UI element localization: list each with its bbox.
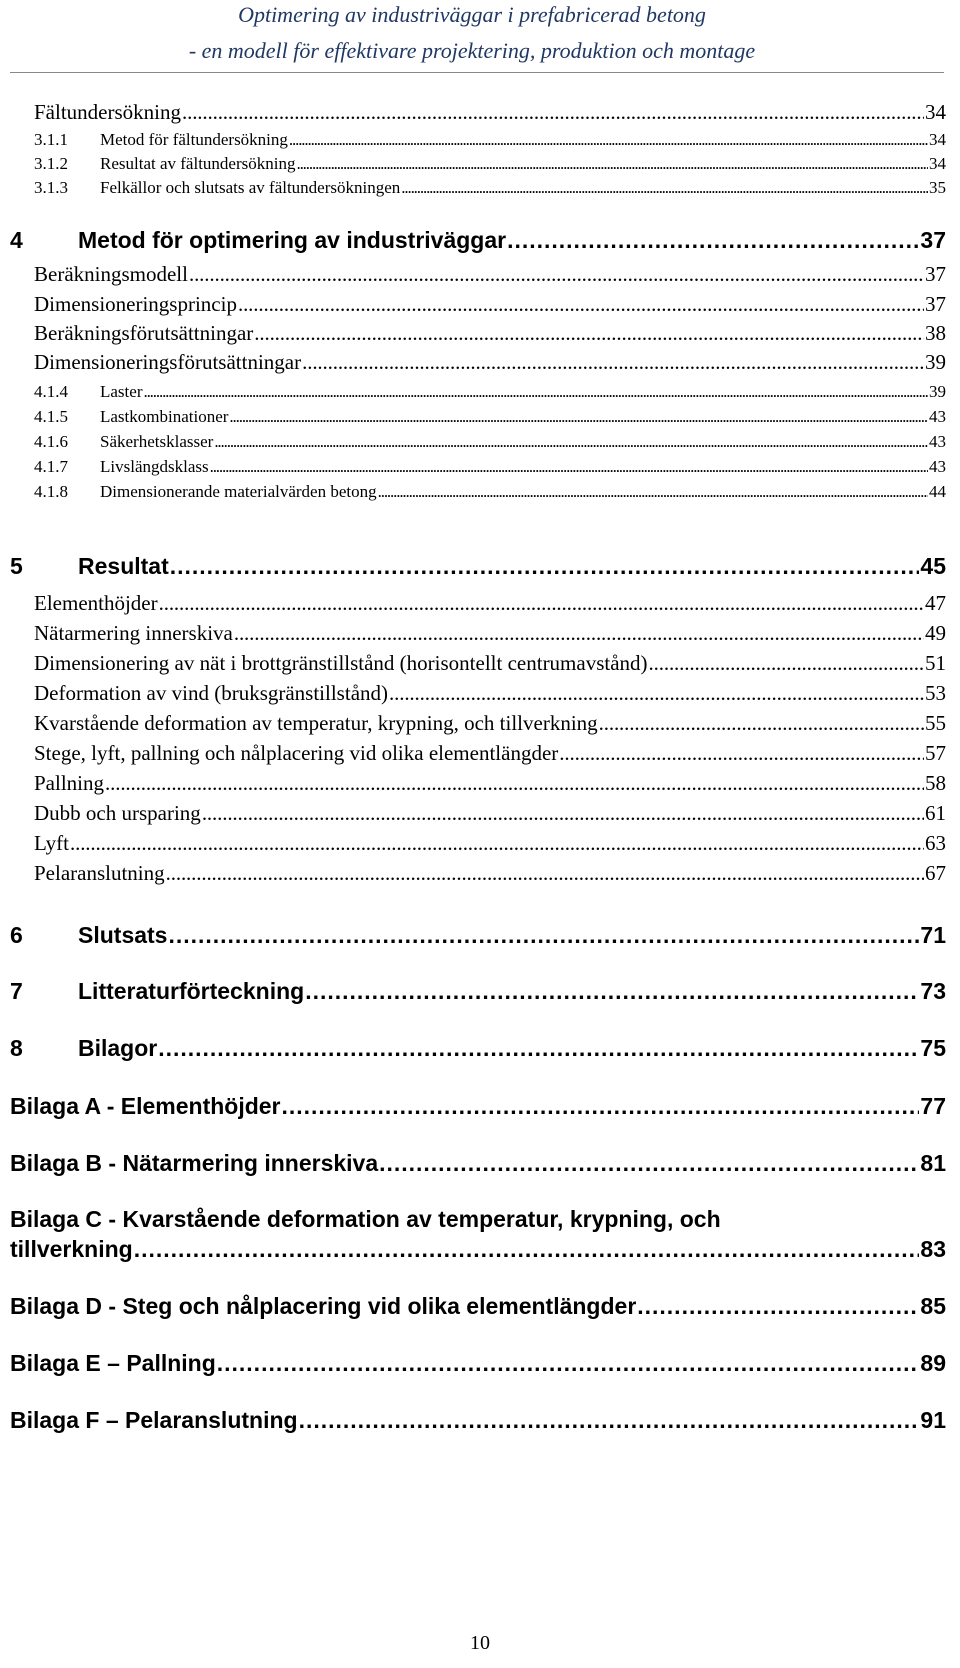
toc-leader	[649, 651, 924, 676]
toc-entry-number: 4.1.6	[34, 432, 68, 451]
toc-entry-title: Dimensioneringsprincip	[34, 292, 237, 316]
toc-entry-page: 34	[929, 154, 946, 173]
toc-entry-title: Dimensionerande materialvärden betong	[100, 482, 377, 501]
toc-entry[interactable]	[34, 100, 946, 125]
toc-entry-title: Bilaga B - Nätarmering innerskiva	[10, 1150, 379, 1176]
toc-entry[interactable]	[34, 741, 946, 766]
toc-entry-number: 3.1.3	[34, 178, 68, 197]
toc-entry-number: 3.1.2	[34, 154, 68, 173]
toc-appendix[interactable]	[10, 1093, 946, 1120]
toc-leader	[158, 1035, 919, 1062]
toc-entry-title: Slutsats	[78, 922, 168, 948]
toc-entry-title: Pallning	[34, 771, 105, 795]
toc-leader	[637, 1293, 919, 1320]
toc-entry-page: 67	[925, 861, 946, 885]
toc-leader	[254, 321, 924, 346]
toc-entry[interactable]	[34, 771, 946, 796]
document-subtitle: - en modell för effektivare projektering, produktion och montage	[188, 38, 756, 63]
toc-entry[interactable]	[34, 801, 946, 826]
toc-entry-title: Pelaranslutning	[34, 861, 165, 885]
toc-entry-page: 81	[920, 1150, 946, 1176]
toc-entry[interactable]	[34, 482, 946, 502]
toc-entry-page: 43	[929, 457, 946, 476]
toc-entry[interactable]	[34, 621, 946, 646]
toc-entry-title: Lastkombinationer	[100, 407, 229, 426]
toc-entry[interactable]	[34, 457, 946, 477]
toc-appendix-line[interactable]: Bilaga C - Kvarstående deformation av temperatur, krypning, och	[10, 1206, 721, 1232]
toc-leader	[182, 100, 924, 125]
toc-entry-title: Deformation av vind (bruksgränstillstånd)	[34, 681, 389, 705]
toc-appendix[interactable]	[10, 1293, 946, 1320]
toc-entry[interactable]	[34, 861, 946, 886]
toc-chapter[interactable]	[10, 922, 946, 949]
toc-leader	[214, 432, 928, 452]
toc-entry-page: 39	[929, 382, 946, 401]
toc-entry-title: Metod för optimering av industriväggar	[78, 227, 507, 253]
toc-entry-title: Beräkningsförutsättningar	[34, 321, 254, 345]
toc-entry-number: 4.1.7	[34, 457, 68, 476]
toc-entry-page: 44	[929, 482, 946, 501]
toc-entry-page: 49	[925, 621, 946, 645]
toc-entry-page: 71	[920, 922, 946, 948]
toc-chapter[interactable]	[10, 1035, 946, 1062]
toc-entry-page: 55	[925, 711, 946, 735]
toc-chapter[interactable]	[10, 227, 946, 254]
toc-entry-title: tillverkning	[10, 1236, 133, 1262]
toc-leader	[296, 154, 928, 174]
toc-leader	[217, 1350, 920, 1377]
toc-entry-number: 7	[10, 978, 23, 1004]
toc-entry-title: Metod för fältundersökning	[100, 130, 288, 149]
toc-leader	[378, 482, 928, 502]
toc-entry-title: Beräkningsmodell	[34, 262, 188, 286]
toc-leader	[159, 591, 924, 616]
toc-entry-page: 37	[920, 227, 946, 253]
toc-entry-number: 4.1.8	[34, 482, 68, 501]
toc-entry-page: 83	[920, 1236, 946, 1262]
toc-leader	[70, 831, 924, 856]
toc-entry-number: 8	[10, 1035, 23, 1061]
toc-entry-page: 51	[925, 651, 946, 675]
toc-entry-page: 91	[920, 1407, 946, 1433]
toc-entry-page: 37	[925, 292, 946, 316]
toc-entry-title: Kvarstående deformation av temperatur, krypning, och tillverkning	[34, 711, 598, 735]
toc-entry-title: Felkällor och slutsats av fältundersökningen	[100, 178, 401, 197]
toc-leader	[401, 178, 928, 198]
toc-entry-page: 38	[925, 321, 946, 345]
toc-entry[interactable]	[34, 711, 946, 736]
toc-leader	[302, 350, 924, 375]
toc-entry-page: 35	[929, 178, 946, 197]
toc-entry-title: Elementhöjder	[34, 591, 158, 615]
toc-entry-page: 34	[929, 130, 946, 149]
toc-entry-title: Livslängdsklass	[100, 457, 209, 476]
toc-leader	[299, 1407, 920, 1434]
toc-entry-title: Resultat av fältundersökning	[100, 154, 296, 173]
toc-entry[interactable]	[34, 831, 946, 856]
toc-entry-page: 85	[920, 1293, 946, 1319]
toc-entry[interactable]	[34, 382, 946, 402]
toc-appendix[interactable]	[10, 1407, 946, 1434]
toc-entry-number: 4	[10, 227, 23, 253]
toc-entry-number: 6	[10, 922, 23, 948]
toc-leader	[202, 801, 924, 826]
toc-leader	[559, 741, 924, 766]
toc-entry-title: Bilaga E – Pallning	[10, 1350, 216, 1376]
toc-entry[interactable]	[34, 154, 946, 174]
toc-entry[interactable]	[34, 321, 946, 346]
toc-entry[interactable]	[34, 651, 946, 676]
document-title: Optimering av industriväggar i prefabricerad betong	[238, 2, 706, 27]
toc-entry-page: 58	[925, 771, 946, 795]
toc-leader	[229, 407, 928, 427]
toc-leader	[289, 130, 928, 150]
toc-leader	[238, 292, 924, 317]
toc-entry-page: 37	[925, 262, 946, 286]
toc-leader	[599, 711, 924, 736]
toc-entry-page: 63	[925, 831, 946, 855]
toc-leader	[168, 922, 919, 949]
toc-chapter[interactable]	[10, 978, 946, 1005]
toc-entry-title: Nätarmering innerskiva	[34, 621, 233, 645]
toc-entry-title: Dimensioneringsförutsättningar	[34, 350, 302, 374]
toc-leader	[389, 681, 924, 706]
toc-entry-title: Stege, lyft, pallning och nålplacering vid olika elementlängder	[34, 741, 559, 765]
toc-entry-title: Laster	[100, 382, 143, 401]
toc-entry-number: 3.1.1	[34, 130, 68, 149]
toc-entry-page: 39	[925, 350, 946, 374]
toc-entry-page: 57	[925, 741, 946, 765]
toc-entry[interactable]	[34, 178, 946, 198]
toc-entry-title: Dimensionering av nät i brottgränstillstånd (horisontellt centrumavstånd)	[34, 651, 648, 675]
toc-leader	[189, 262, 924, 287]
toc-leader	[105, 771, 924, 796]
toc-leader	[379, 1150, 919, 1177]
toc-entry-title: Resultat	[78, 553, 169, 579]
toc-entry-title: Dubb och ursparing	[34, 801, 201, 825]
toc-entry-page: 47	[925, 591, 946, 615]
toc-entry-title: Säkerhetsklasser	[100, 432, 214, 451]
toc-leader	[210, 457, 928, 477]
toc-entry[interactable]	[34, 591, 946, 616]
toc-entry-page: 61	[925, 801, 946, 825]
toc-chapter[interactable]	[10, 553, 946, 580]
toc-entry-number: 4.1.5	[34, 407, 68, 426]
page-number: 10	[470, 1632, 490, 1654]
toc-entry-page: 43	[929, 432, 946, 451]
toc-entry-page: 89	[920, 1350, 946, 1376]
toc-entry[interactable]	[34, 292, 946, 317]
toc-appendix[interactable]	[10, 1236, 946, 1263]
toc-entry-title: Bilaga F – Pelaranslutning	[10, 1407, 298, 1433]
toc-entry-title: Litteraturförteckning	[78, 978, 305, 1004]
toc-entry-number: 5	[10, 553, 23, 579]
toc-leader	[134, 1236, 920, 1263]
header-divider	[10, 72, 944, 73]
toc-entry-page: 45	[920, 553, 946, 579]
toc-entry-page: 75	[920, 1035, 946, 1061]
toc-leader	[143, 382, 928, 402]
toc-entry-title: Fältundersökning	[34, 100, 181, 124]
toc-entry-page: 43	[929, 407, 946, 426]
toc-entry[interactable]	[34, 262, 946, 287]
toc-entry[interactable]	[34, 407, 946, 427]
toc-entry-page: 53	[925, 681, 946, 705]
toc-entry-title: Bilaga D - Steg och nålplacering vid olika elementlängder	[10, 1293, 637, 1319]
toc-entry[interactable]	[34, 350, 946, 375]
toc-leader	[507, 227, 919, 254]
toc-entry[interactable]	[34, 432, 946, 452]
toc-leader	[166, 861, 924, 886]
toc-entry[interactable]	[34, 681, 946, 706]
toc-leader	[234, 621, 924, 646]
toc-entry-title: Bilagor	[78, 1035, 158, 1061]
toc-leader	[305, 978, 919, 1005]
toc-appendix[interactable]	[10, 1350, 946, 1377]
toc-entry-title: Lyft	[34, 831, 69, 855]
toc-entry-title: Bilaga A - Elementhöjder	[10, 1093, 281, 1119]
toc-entry-page: 34	[925, 100, 946, 124]
toc-entry-page: 73	[920, 978, 946, 1004]
toc-entry-number: 4.1.4	[34, 382, 68, 401]
toc-entry-page: 77	[920, 1093, 946, 1119]
toc-leader	[170, 553, 920, 580]
toc-entry[interactable]	[34, 130, 946, 150]
toc-leader	[282, 1093, 920, 1120]
toc-appendix[interactable]	[10, 1150, 946, 1177]
